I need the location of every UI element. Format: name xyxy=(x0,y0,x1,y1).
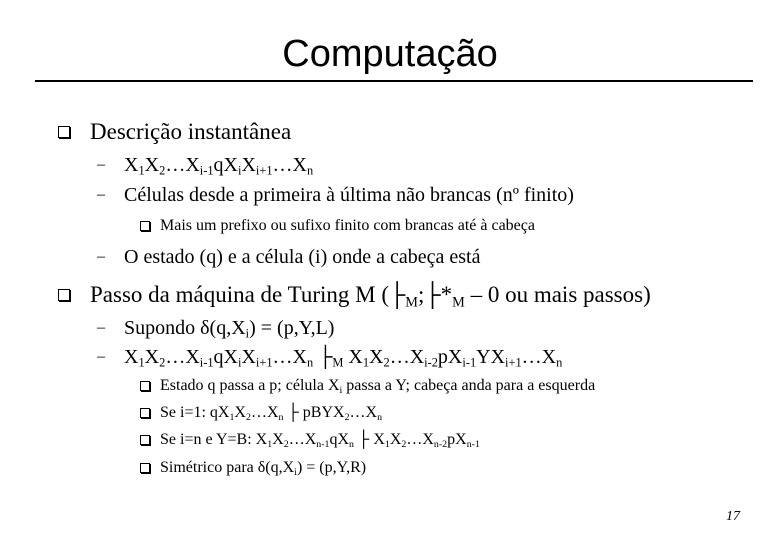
bullet-descricao-instantanea: Descrição instantânea xyxy=(90,119,292,144)
dash-bullet-icon: – xyxy=(97,186,105,203)
dash-bullet-icon: – xyxy=(97,348,105,365)
slide-title: Computação xyxy=(282,33,498,75)
state-and-cell-note: O estado (q) e a célula (i) onde a cabeça está xyxy=(124,246,481,268)
square-bullet-icon xyxy=(58,289,70,301)
cells-description: Células desde a primeira à última não brancas (nº finito) xyxy=(124,184,574,206)
move-formula: $X_1X_2\dots X_{i-1}qX_iX_{i+1}\dots X_n$ $├_M$ $X_1X_2\dots X_{i-2}pX_{i-1}YX_{i+1}\dots X_n$ xyxy=(124,346,563,370)
symmetric-case: Simétrico para $\delta(q,X_i) = (p,Y,R)$ xyxy=(160,459,367,478)
dash-bullet-icon: – xyxy=(97,248,105,265)
square-bullet-icon xyxy=(140,221,150,231)
prefix-suffix-note: Mais um prefixo ou sufixo finito com brancas até à cabeça xyxy=(160,217,535,234)
dash-bullet-icon: – xyxy=(97,319,105,336)
instantaneous-description-formula: $X_1X_2\dots X_{i-1}qX_iX_{i+1}\dots X_n$ xyxy=(124,154,314,178)
page-number: 17 xyxy=(726,509,740,524)
case-i-equals-1: Se i=1: $qX_1X_2\dots X_n$ ├ $pBYX_2\dots X_n$ xyxy=(160,404,383,423)
title-underline xyxy=(35,80,753,82)
case-i-equals-n: Se i=n e Y=B: $X_1X_2\dots X_{n-1}qX_n$ ├ $X_1X_2\dots X_{n-2}pX_{n-1}$ xyxy=(160,431,480,450)
square-bullet-icon xyxy=(140,463,150,473)
square-bullet-icon xyxy=(58,126,70,138)
state-change-note: Estado q passa a p; célula $X_i$ passa a Y; cabeça anda para a esquerda xyxy=(160,377,596,396)
transition-assumption: Supondo $\delta(q,X_i) = (p,Y,L)$ xyxy=(124,317,335,341)
bullet-passo-maquina-turing: Passo da máquina de Turing M ($├_M;├*_M - 0$ ou mais passos) xyxy=(90,282,651,311)
square-bullet-icon xyxy=(140,408,150,418)
dash-bullet-icon: – xyxy=(97,156,105,173)
square-bullet-icon xyxy=(140,381,150,391)
square-bullet-icon xyxy=(140,435,150,445)
